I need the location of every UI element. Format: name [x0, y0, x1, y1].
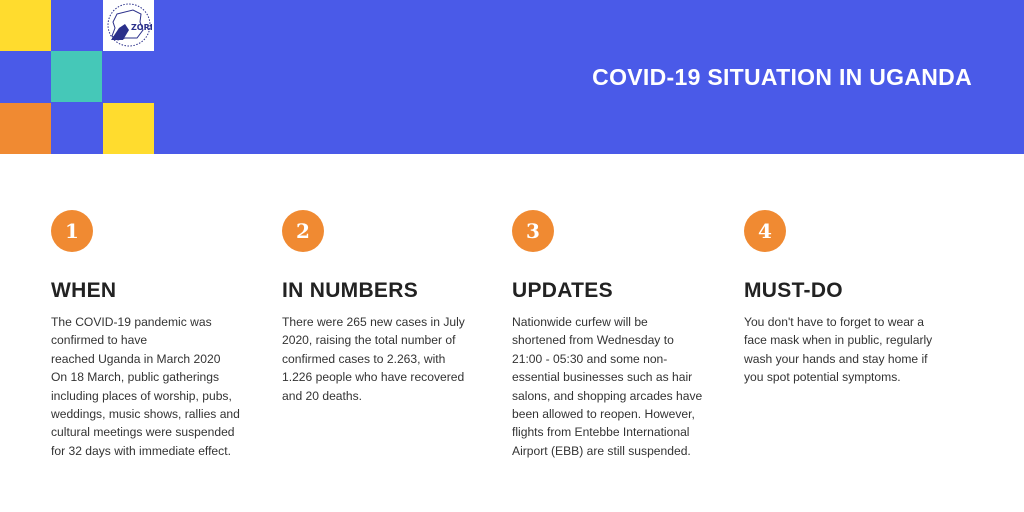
- step-number-badge: 4: [744, 210, 786, 252]
- decor-tile-yellow: [0, 0, 51, 51]
- step-number-badge: 3: [512, 210, 554, 252]
- header-banner: [0, 0, 1024, 154]
- decor-tile-teal: [51, 51, 102, 102]
- step-number-badge: 1: [51, 210, 93, 252]
- uganda-map-logo-icon: [103, 0, 154, 51]
- column-updates: [512, 210, 712, 460]
- column-heading: UPDATES: [512, 279, 613, 302]
- svg-text:ZORI: ZORI: [131, 23, 153, 32]
- step-number-badge: 2: [282, 210, 324, 252]
- column-heading: WHEN: [51, 279, 117, 302]
- decor-tile-orange: [0, 103, 51, 154]
- decor-tile-yellow-2: [103, 103, 154, 154]
- logo: [103, 0, 154, 51]
- column-in-numbers: [282, 210, 482, 405]
- page-title: COVID-19 SITUATION IN UGANDA: [592, 64, 972, 90]
- column-must-do: [744, 210, 944, 387]
- column-body: Nationwide curfew will be shortened from Wednesday to 21:00 - 05:30 and some non- essential businesses such as hair salons, and shopping arcades have been allowed to reopen. However, flights from Entebbe International Airport (EBB) are still suspended.: [512, 315, 703, 458]
- column-body: You don't have to forget to wear a face mask when in public, regularly wash your hands and stay home if you spot potential symptoms.: [744, 315, 933, 385]
- column-body: There were 265 new cases in July 2020, raising the total number of confirmed cases to 2.263, with 1.226 people who have recovered and 20 deaths.: [282, 315, 465, 403]
- column-when: [51, 210, 251, 460]
- column-heading: MUST-DO: [744, 279, 843, 302]
- column-body: The COVID-19 pandemic was confirmed to have reached Uganda in March 2020 On 18 March, public gatherings including places of worship, pubs, weddings, music shows, rallies and cultural meetings were suspended for 32 days with immediate effect.: [51, 315, 240, 458]
- column-heading: IN NUMBERS: [282, 279, 419, 302]
